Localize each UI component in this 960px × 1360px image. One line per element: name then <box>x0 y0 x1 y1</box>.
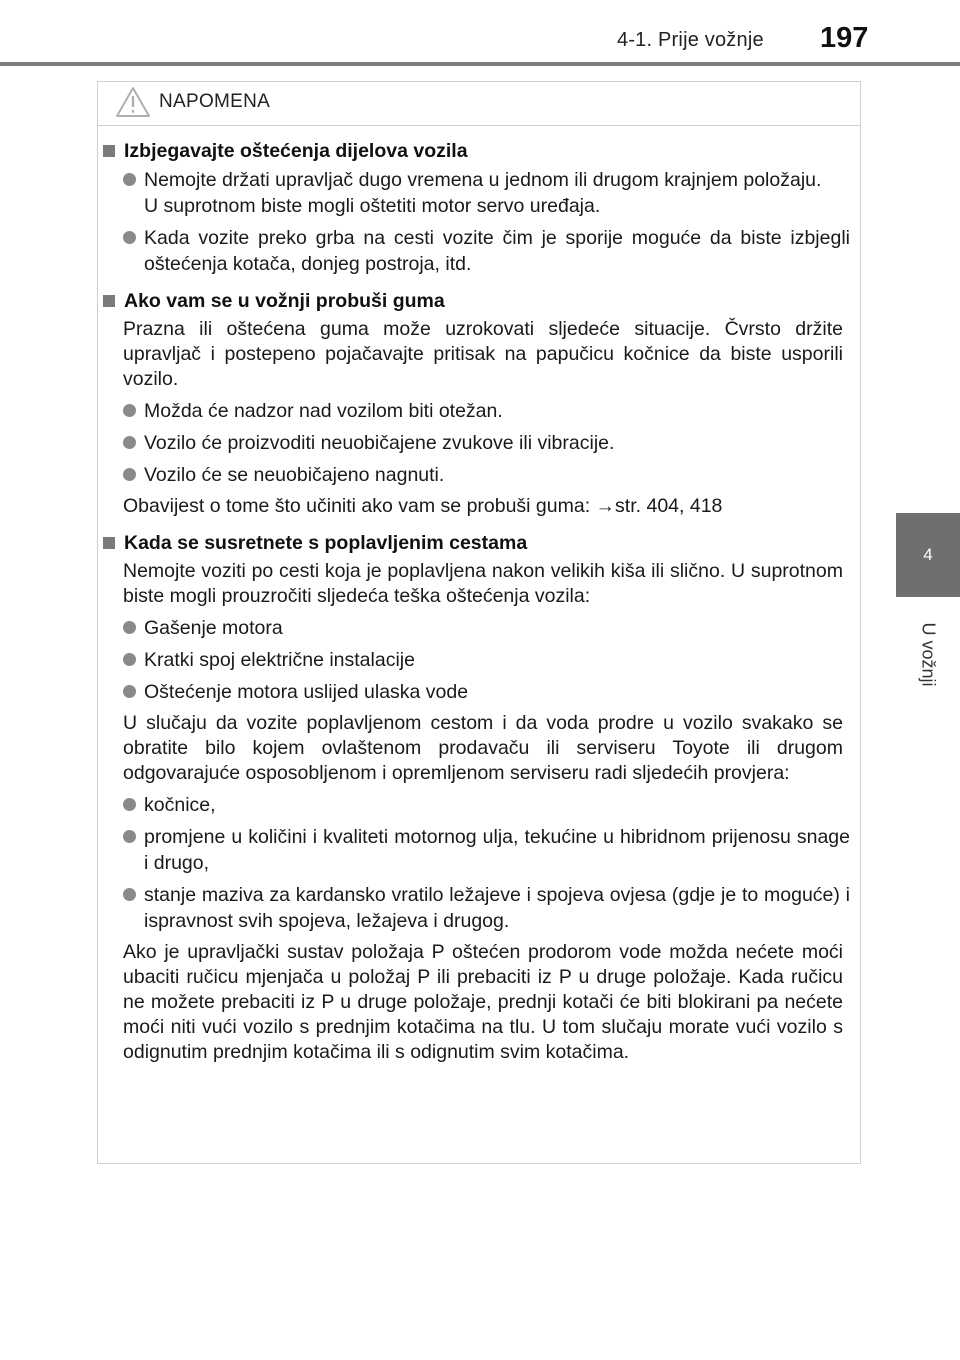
list-item-text: Vozilo će proizvoditi neuobičajene zvukove ili vibracije. <box>144 432 615 454</box>
list-item-text: Možda će nadzor nad vozilom biti otežan. <box>144 400 503 422</box>
list-item <box>98 615 860 641</box>
list-item-text: Nemojte držati upravljač dugo vremena u jednom ili drugom krajnjem položaju. <box>144 169 822 191</box>
section-heading-text: Ako vam se u vožnji probuši guma <box>124 290 445 312</box>
notice-section <box>98 137 860 287</box>
list-item <box>98 792 860 818</box>
round-bullet-icon <box>123 173 136 186</box>
list-item-text: kočnice, <box>144 794 216 816</box>
list-item <box>98 167 860 219</box>
section-heading <box>98 287 860 315</box>
list-item <box>98 430 860 456</box>
list-item <box>98 882 860 934</box>
round-bullet-icon <box>123 468 136 481</box>
notice-body <box>98 137 860 1075</box>
round-bullet-icon <box>123 798 136 811</box>
list-item <box>98 647 860 673</box>
round-bullet-icon <box>123 404 136 417</box>
square-bullet-icon <box>103 537 115 549</box>
section-gap <box>98 1071 860 1075</box>
paragraph: U slučaju da vozite poplavljenom cestom i da voda prodre u vozilo svakako se obratite bilo kojem ovlaštenom prodavaču ili serviseru Toyote ili drugom odgovarajuće osposobljenom i opremljenom serviseru radi sljedećih provjera: <box>123 712 843 784</box>
list-item <box>98 462 860 488</box>
round-bullet-icon <box>123 830 136 843</box>
notice-title: NAPOMENA <box>159 91 271 112</box>
notice-box <box>97 81 861 1164</box>
list-item <box>98 225 860 277</box>
page-number: 197 <box>820 22 869 54</box>
running-header: 4-1. Prije vožnje <box>617 29 764 51</box>
paragraph: Prazna ili oštećena guma može uzrokovati sljedeće situacije. Čvrsto držite upravljač i postepeno pojačavajte pritisak na papučicu kočnice da biste usporili vozilo. <box>123 318 843 390</box>
list-item-text: Gašenje motora <box>144 617 283 639</box>
list-item-text: Vozilo će se neuobičajeno nagnuti. <box>144 464 445 486</box>
list-item <box>98 679 860 705</box>
chapter-label-container <box>896 598 960 710</box>
chapter-label: U vožnji <box>918 621 939 687</box>
paragraph: Ako je upravljački sustav položaja P oštećen prodorom vode možda nećete moći ubaciti ručicu mjenjača u položaj P ili prebaciti iz P u druge položaje. Kada ručicu ne možete prebaciti iz P u druge položaje, prednji kotači će biti blokirani pa nećete moći niti vući vozilo s prednjim kotačima na tlu. U tom slučaju morate vući vozilo s odignutim prednjim kotačima ili s odignutim svim kotačima. <box>123 941 843 1063</box>
section-heading <box>98 529 860 557</box>
list-item-text: Kratki spoj električne instalacije <box>144 649 415 671</box>
round-bullet-icon <box>123 653 136 666</box>
header-rule <box>0 62 960 66</box>
warning-triangle-icon <box>115 86 151 118</box>
list-item-text: Kada vozite preko grba na cesti vozite čim je sporije moguće da biste izbjegli oštećenja kotača, donjeg postroja, itd. <box>144 227 850 275</box>
chapter-tab <box>896 513 960 597</box>
round-bullet-icon <box>123 888 136 901</box>
round-bullet-icon <box>123 685 136 698</box>
paragraph: Obavijest o tome što učiniti ako vam se probuši guma: →str. 404, 418 <box>123 495 723 517</box>
paragraph: Nemojte voziti po cesti koja je poplavljena nakon velikih kiša ili slično. U suprotnom biste mogli prouzročiti sljedeća teška oštećenja vozila: <box>123 560 843 607</box>
section-heading-text: Kada se susretnete s poplavljenim cestama <box>124 532 528 554</box>
list-item-text: Oštećenje motora uslijed ulaska vode <box>144 681 469 703</box>
notice-header <box>98 82 860 126</box>
list-item <box>98 824 860 876</box>
square-bullet-icon <box>103 295 115 307</box>
section-heading-text: Izbjegavajte oštećenja dijelova vozila <box>124 140 468 162</box>
list-item-text: U suprotnom biste mogli oštetiti motor servo uređaja. <box>144 195 601 217</box>
list-item-text: promjene u količini i kvaliteti motornog ulja, tekućine u hibridnom prijenosu snage i drugo, <box>144 826 850 874</box>
list-item <box>98 398 860 424</box>
chapter-number: 4 <box>923 545 933 564</box>
section-heading <box>98 137 860 165</box>
round-bullet-icon <box>123 436 136 449</box>
round-bullet-icon <box>123 621 136 634</box>
round-bullet-icon <box>123 231 136 244</box>
notice-section <box>98 529 860 1075</box>
list-item-text: stanje maziva za kardansko vratilo ležajeve i spojeva ovjesa (gdje je to moguće) i ispravnost svih spojeva, ležajeva i drugog. <box>144 884 850 932</box>
square-bullet-icon <box>103 145 115 157</box>
notice-section <box>98 287 860 529</box>
